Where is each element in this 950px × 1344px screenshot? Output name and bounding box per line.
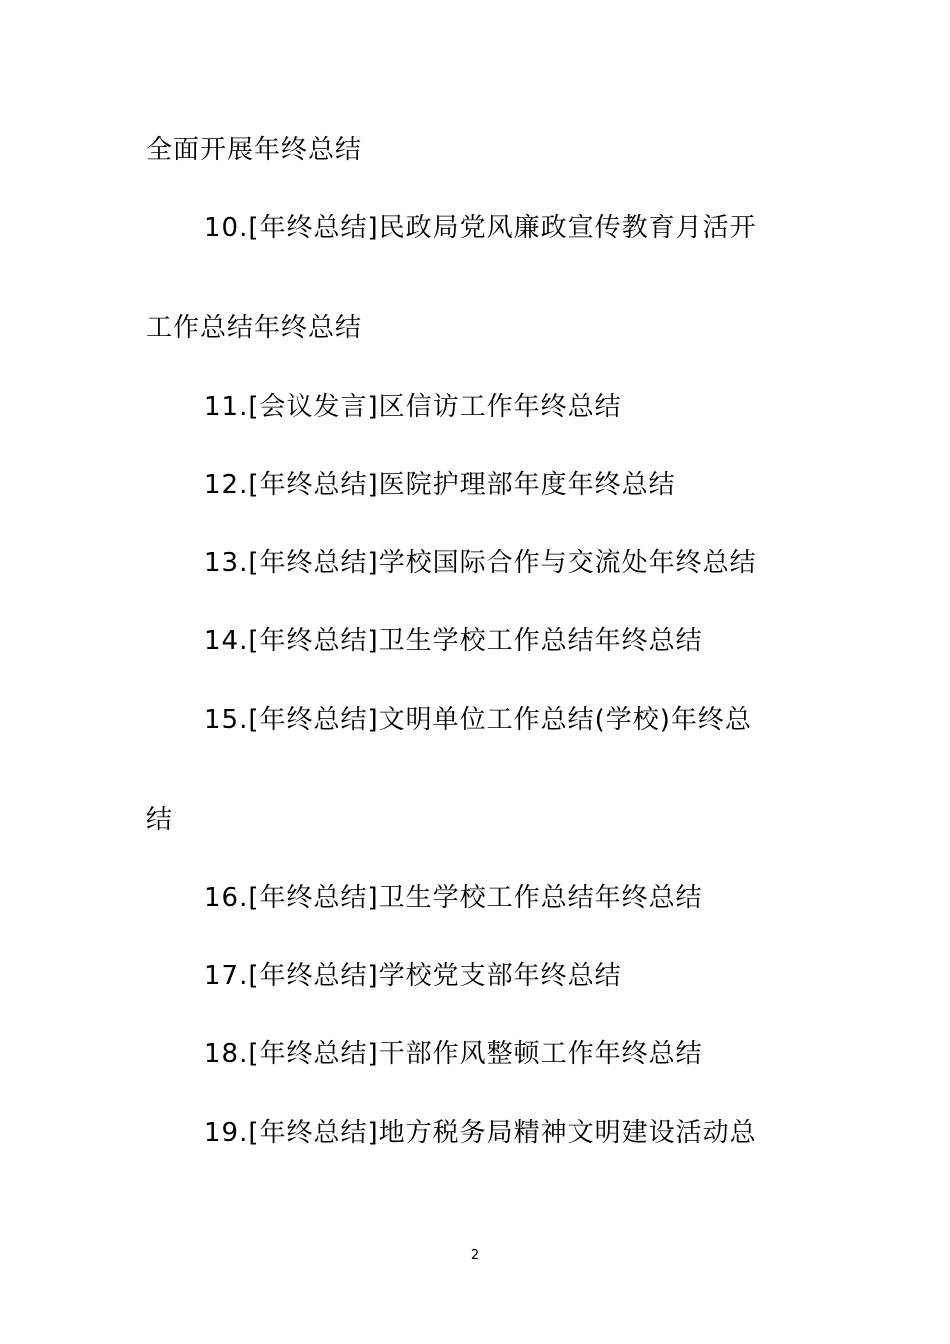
continuation-line: 全面开展年终总结 [146, 135, 363, 165]
list-item: 12.[年终总结]医院护理部年度年终总结 [204, 470, 676, 500]
list-item: 19.[年终总结]地方税务局精神文明建设活动总 [204, 1118, 757, 1148]
continuation-line: 结 [146, 805, 174, 835]
list-item: 10.[年终总结]民政局党风廉政宣传教育月活开 [204, 213, 757, 243]
page-number: 2 [470, 1248, 480, 1263]
list-item: 15.[年终总结]文明单位工作总结(学校)年终总 [204, 705, 752, 735]
list-item: 17.[年终总结]学校党支部年终总结 [204, 961, 622, 991]
continuation-line: 工作总结年终总结 [146, 313, 363, 343]
list-item: 11.[会议发言]区信访工作年终总结 [204, 392, 622, 422]
list-item: 16.[年终总结]卫生学校工作总结年终总结 [204, 883, 703, 913]
list-item: 13.[年终总结]学校国际合作与交流处年终总结 [204, 548, 757, 578]
list-item: 14.[年终总结]卫生学校工作总结年终总结 [204, 626, 703, 656]
list-item: 18.[年终总结]干部作风整顿工作年终总结 [204, 1039, 703, 1069]
